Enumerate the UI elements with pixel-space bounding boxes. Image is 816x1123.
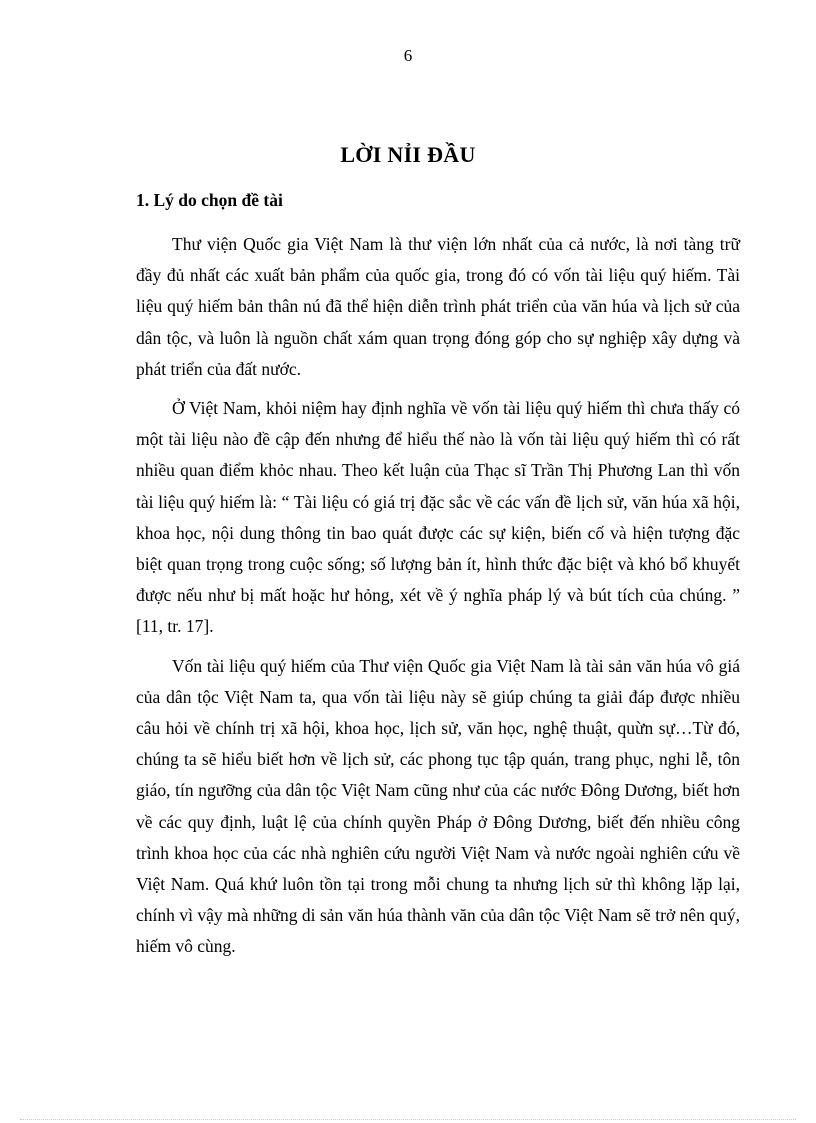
page-number: 6 — [403, 46, 413, 65]
document-heading: LỜI NỈI ĐẦU — [340, 142, 476, 167]
paragraph: Ở Việt Nam, khỏi niệm hay định nghĩa về vốn tài liệu quý hiếm thì chưa thấy có một tài liệu nào đề cập đến nhưng để hiểu thế nào là vốn tài liệu quý hiếm thì có rất nhiều quan điểm khỏc nhau. Theo kết luận của Thạc sĩ Trần Thị Phương Lan thì vốn tài liệu quý hiếm là: “ Tài liệu có giá trị đặc sắc về các vấn đề lịch sử, văn húa xã hội, khoa học, nội dung thông tin bao quát được các sự kiện, biến cố và hiện tượng đặc biệt quan trọng trong cuộc sống; số lượng bản ít, hình thức đặc biệt và khó bổ khuyết được nếu như bị mất hoặc hư hỏng, xét về ý nghĩa pháp lý và bút tích của chúng. ” [11, tr. 17]. — [136, 398, 740, 637]
paragraph: Thư viện Quốc gia Việt Nam là thư viện lớn nhất của cả nước, là nơi tàng trữ đầy đủ nhất các xuất bản phẩm của quốc gia, trong đó có vốn tài liệu quý hiếm. Tài liệu quý hiếm bản thân nú đã thể hiện diễn trình phát triển của văn húa và lịch sử của dân tộc, và luôn là nguồn chất xám quan trọng đóng góp cho sự nghiệp xây dựng và phát triển của đất nước. — [136, 234, 740, 379]
body-text — [136, 229, 740, 963]
section-title: 1. Lý do chọn đề tài — [136, 190, 283, 210]
paragraph: Vốn tài liệu quý hiếm của Thư viện Quốc gia Việt Nam là tài sản văn húa vô giá của dân tộc Việt Nam ta, qua vốn tài liệu này sẽ giúp chúng ta giải đáp được nhiều câu hỏi về chính trị xã hội, khoa học, lịch sử, văn học, nghệ thuật, quừn sự…Từ đó, chúng ta sẽ hiểu biết hơn về lịch sử, các phong tục tập quán, trang phục, nghi lễ, tôn giáo, tín ngưỡng của dân tộc Việt Nam cũng như của các nước Đông Dương, biết hơn về các quy định, luật lệ của chính quyền Pháp ở Đông Dương, biết đến nhiều công trình khoa học của các nhà nghiên cứu người Việt Nam và nước ngoài nghiên cứu về Việt Nam. Quá khứ luôn tồn tại trong mỗi chung ta nhưng lịch sử thì không lặp lại, chính vì vậy mà những di sản văn húa thành văn của dân tộc Việt Nam sẽ trở nên quý, hiếm vô cùng. — [136, 655, 740, 957]
page-bottom-rule — [20, 1119, 796, 1120]
